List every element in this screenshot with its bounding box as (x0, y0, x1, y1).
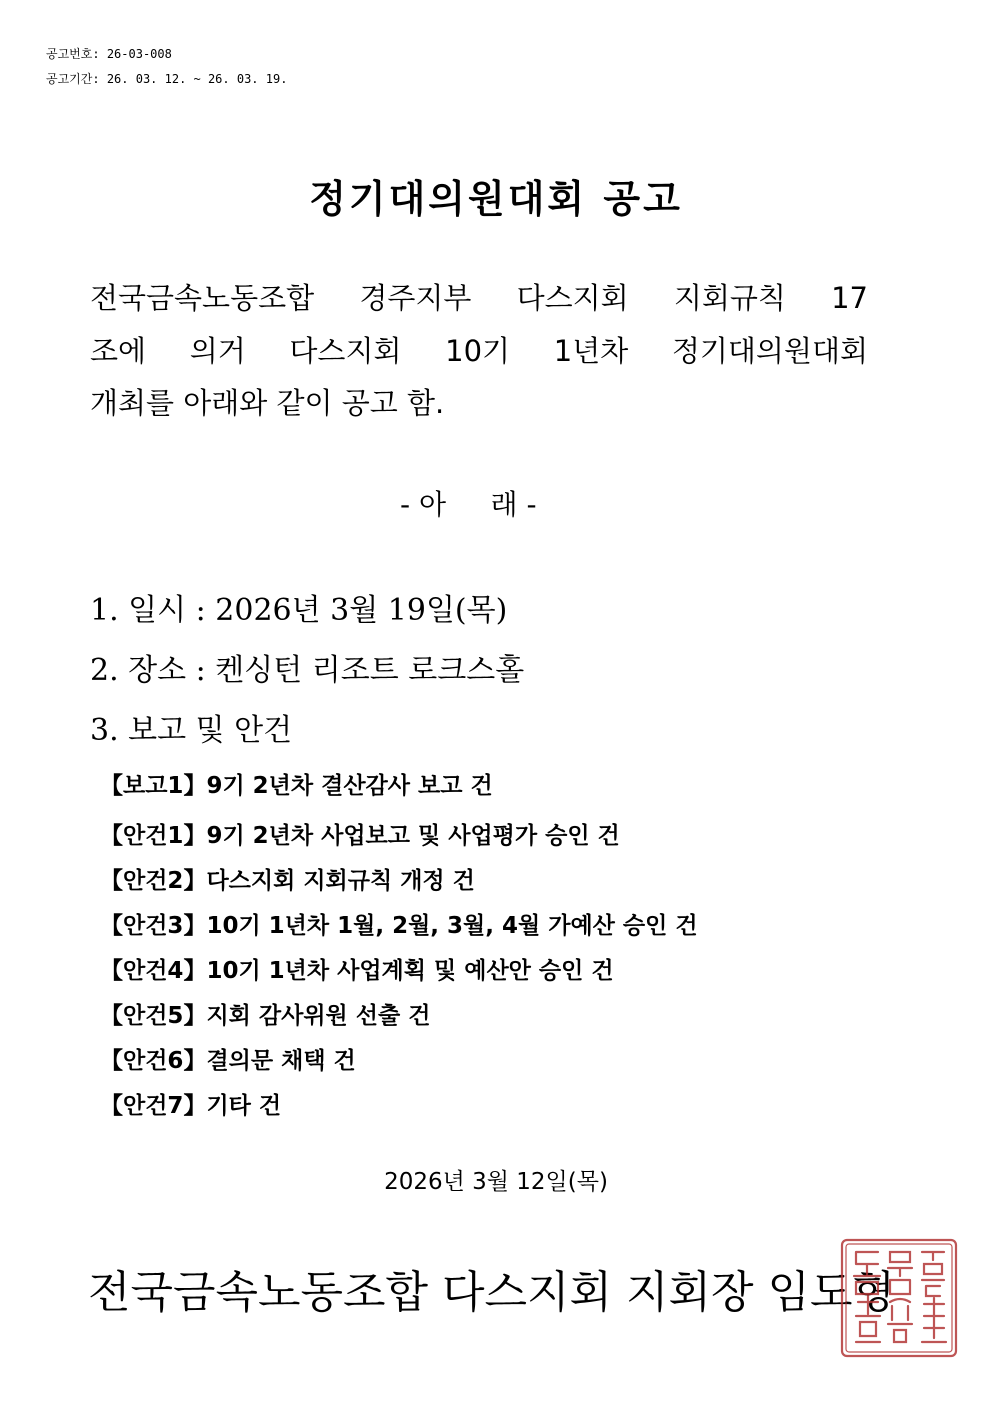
intro-line-1: 전국금속노동조합 경주지부 다스지회 지회규칙 17 (90, 281, 868, 315)
agenda-item-6: 【안건6】결의문 채택 건 (100, 1048, 356, 1074)
item-schedule: 1. 일시 : 2026년 3월 19일(목) (90, 593, 508, 628)
agenda-item-2: 【안건2】다스지회 지회규칙 개정 건 (100, 868, 475, 894)
notice-number: 공고번호: 26-03-008 (46, 47, 172, 61)
agenda-item-report-1: 【보고1】9기 2년차 결산감사 보고 건 (100, 773, 493, 799)
section-marker: - 아 래 - (400, 488, 537, 521)
agenda-item-1: 【안건1】9기 2년차 사업보고 및 사업평가 승인 건 (100, 823, 620, 849)
official-seal-stamp (838, 1236, 960, 1360)
agenda-item-3: 【안건3】10기 1년차 1월, 2월, 3월, 4월 가예산 승인 건 (100, 913, 698, 939)
page-title: 정기대의원대회 공고 (309, 177, 683, 221)
item-venue: 2. 장소 : 켄싱턴 리조트 로크스홀 (90, 653, 525, 688)
intro-line-3: 개최를 아래와 같이 공고 함. (90, 386, 445, 420)
intro-line-2: 조에 의거 다스지회 10기 1년차 정기대의원대회 (90, 334, 868, 368)
agenda-item-7: 【안건7】기타 건 (100, 1093, 282, 1119)
signature-line: 전국금속노동조합 다스지회 지회장 임도형 (88, 1267, 896, 1318)
item-agenda-heading: 3. 보고 및 안건 (90, 713, 293, 748)
notice-period: 공고기간: 26. 03. 12. ~ 26. 03. 19. (46, 72, 288, 86)
agenda-item-5: 【안건5】지회 감사위원 선출 건 (100, 1003, 431, 1029)
agenda-item-4: 【안건4】10기 1년차 사업계획 및 예산안 승인 건 (100, 958, 614, 984)
issue-date: 2026년 3월 12일(목) (384, 1169, 608, 1195)
